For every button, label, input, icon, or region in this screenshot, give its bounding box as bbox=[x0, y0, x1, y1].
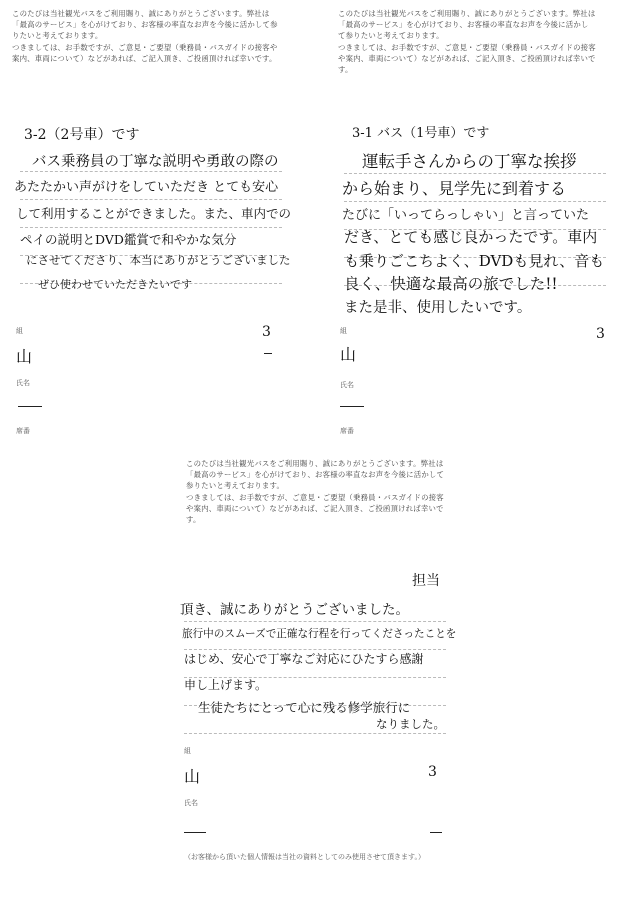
underline bbox=[184, 620, 446, 622]
comment-line: から始まり、見学先に到着する bbox=[342, 179, 567, 198]
class-value: 3 bbox=[596, 326, 605, 342]
comment-line: にさせてくださり、本当にありがとうございました bbox=[26, 253, 291, 267]
comment-line: 良く、快適な最高の旅でした!! bbox=[344, 275, 558, 293]
comment-line: も乗りごこちよく、DVDも見れ、音も bbox=[344, 252, 605, 270]
underline bbox=[344, 200, 606, 202]
comment-line: あたたかい声がけをしていただき とても安心 bbox=[14, 180, 279, 195]
comment-line: また是非、使用したいです。 bbox=[344, 300, 532, 316]
survey-card-1 bbox=[12, 8, 302, 438]
comment-line: バス乗務員の丁寧な説明や勇敢の際の bbox=[32, 154, 279, 170]
name-value: 山 bbox=[16, 347, 33, 366]
survey-card-3 bbox=[180, 458, 460, 898]
dash-mark bbox=[340, 406, 364, 407]
name-value: 山 bbox=[340, 345, 357, 364]
name-label: 氏名 bbox=[16, 379, 30, 387]
intro-text: このたびは当社観光バスをご利用賜り、誠にありがとうございます。弊社は「最高のサービス」を心がけており、お客様の率直なお声を今後に活かして参りたいと考えております。 つきましては、お手数ですが、ご意見・ご要望（乗務員・バスガイドの接客や案内、車両について）などがあれば、ご記入頂き、ご投函頂ければ幸いです。 bbox=[12, 9, 278, 63]
intro-text: このたびは当社観光バスをご利用賜り、誠にありがとうございます。弊社は「最高のサービス」を心がけており、お客様の率直なお声を今後に活かして参りたいと考えております。 つきましては、お手数ですが、ご意見・ご要望（乗務員・バスガイドの接客や案内、車両について）などがあれば、ご記入頂き、ご投函頂ければ幸いです。 bbox=[338, 9, 596, 75]
class-value: 3 bbox=[428, 764, 437, 780]
comment-line: なりました。 bbox=[376, 717, 445, 731]
dash-mark bbox=[18, 406, 42, 407]
intro-text: このたびは当社観光バスをご利用賜り、誠にありがとうございます。弊社は「最高のサービス」を心がけており、お客様の率直なお声を今後に活かして参りたいと考えております。 つきましては、お手数ですが、ご意見・ご要望（乗務員・バスガイドの接客や案内、車両について）などがあれば、ご記入頂き、ご投函頂ければ幸いです。 bbox=[186, 459, 445, 525]
class-label: 組 bbox=[184, 747, 191, 755]
privacy-footer: （お客様から頂いた個人情報は当社の資料としてのみ使用させて頂きます。） bbox=[184, 853, 425, 861]
dash-mark bbox=[430, 832, 442, 833]
comment-line: はじめ、安心で丁寧なご対応にひたすら感謝 bbox=[184, 652, 424, 666]
bus-label: 3-2（2号車）です bbox=[24, 127, 140, 143]
dash-mark bbox=[184, 832, 206, 833]
underline bbox=[344, 172, 606, 174]
comment-line: ぜひ使わせていただきたいです bbox=[38, 278, 192, 291]
comment-line: 申し上げます。 bbox=[184, 678, 268, 692]
dash-mark bbox=[264, 353, 272, 354]
name-label: 氏名 bbox=[184, 799, 198, 807]
comment-line: だき、とても感じ良かったです。車内 bbox=[344, 228, 598, 246]
seat-label: 席番 bbox=[340, 427, 354, 435]
name-label: 氏名 bbox=[340, 381, 354, 389]
class-label: 組 bbox=[340, 327, 347, 335]
class-label: 組 bbox=[16, 327, 23, 335]
survey-card-2 bbox=[338, 8, 628, 438]
comment-line: 生徒たちにとって心に残る修学旅行に bbox=[198, 700, 411, 715]
signer: 担当 bbox=[412, 573, 440, 589]
comment-line: 頂き、誠にありがとうございました。 bbox=[180, 602, 409, 618]
comment-line: 運転手さんからの丁寧な挨拶 bbox=[362, 152, 577, 171]
comment-line: ペイの説明とDVD鑑賞で和やかな気分 bbox=[20, 232, 237, 247]
name-value: 山 bbox=[184, 767, 201, 786]
underline bbox=[20, 198, 282, 200]
underline bbox=[184, 732, 446, 734]
underline bbox=[20, 226, 282, 228]
class-value: 3 bbox=[262, 324, 271, 340]
seat-label: 席番 bbox=[16, 427, 30, 435]
comment-line: 旅行中のスムーズで正確な行程を行ってくださったことを bbox=[182, 628, 457, 640]
bus-label: 3-1 バス（1号車）です bbox=[352, 126, 490, 141]
comment-line: して利用することができました。また、車内での bbox=[16, 206, 292, 221]
comment-line: たびに「いってらっしゃい」と言っていた bbox=[342, 208, 590, 223]
